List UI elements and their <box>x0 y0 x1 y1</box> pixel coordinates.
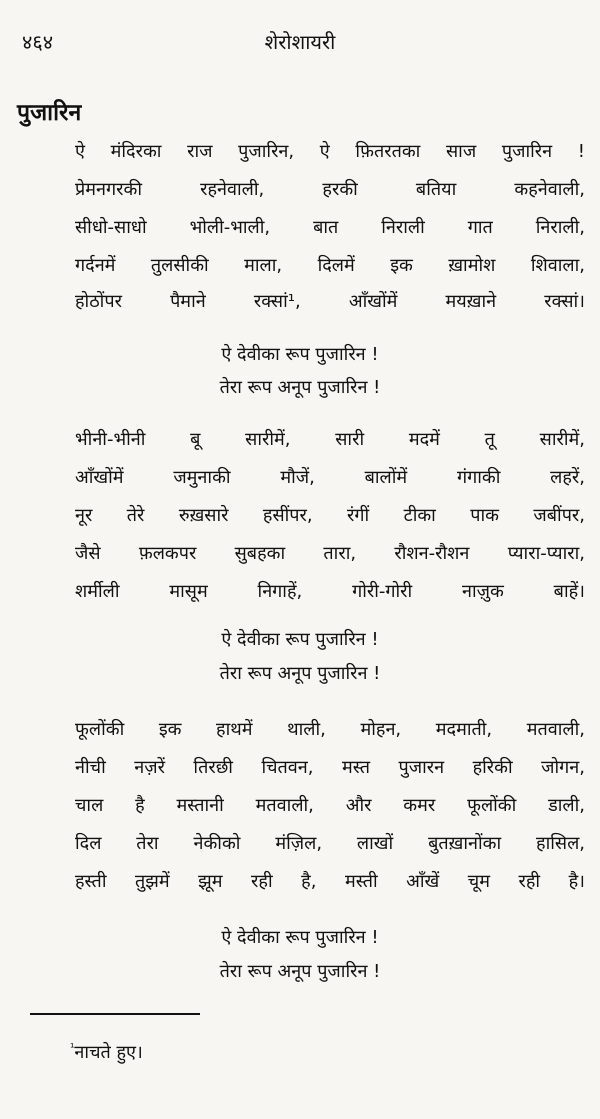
poem-line: शर्मीली मासूम निगाहें, गोरी-गोरी नाज़ुक बाहें। <box>75 581 585 602</box>
footnote <box>70 1040 143 1064</box>
poem-line: ऐ मंदिरका राज पुजारिन, ऐ फ़ितरतका साज पुजारिन ! <box>75 141 585 162</box>
refrain-line: ऐ देवीका रूप पुजारिन ! <box>221 344 379 365</box>
poem-line: आँखोंमें जमुनाकी मौजें, बालोंमें गंगाकी लहरें, <box>75 467 585 488</box>
poem-line: जैसे फ़लकपर सुबहका तारा, रौशन-रौशन प्यारा-प्यारा, <box>75 543 585 564</box>
page-header <box>0 28 600 58</box>
poem-line: नीची नज़रें तिरछी चितवन, मस्त पुजारन हरिकी जोगन, <box>75 757 585 778</box>
poem-line: भीनी-भीनी बू सारीमें, सारी मदमें तू सारीमें, <box>75 429 585 450</box>
refrain-line: तेरा रूप अनूप पुजारिन ! <box>219 377 381 398</box>
poem-line: दिल तेरा नेकीको मंज़िल, लाखों बुतख़ानोंका हासिल, <box>75 833 585 854</box>
poem-line: फूलोंकी इक हाथमें थाली, मोहन, मदमाती, मतवाली, <box>75 719 585 740</box>
footnote-divider <box>30 1013 200 1015</box>
refrain-line: ऐ देवीका रूप पुजारिन ! <box>221 629 379 650</box>
refrain-line: ऐ देवीका रूप पुजारिन ! <box>221 927 379 948</box>
poem-line: नूर तेरे रुख़सारे हसींपर, रंगीं टीका पाक जबींपर, <box>75 505 585 526</box>
poem-line: हस्ती तुझमें झूम रही है, मस्ती आँखें चूम रही है। <box>75 871 585 892</box>
footnote-marker: ¹ <box>70 1041 75 1054</box>
poem-line <box>75 290 585 314</box>
poem-title: पुजारिन <box>17 100 82 126</box>
footnote-text: नाचते हुए। <box>74 1042 143 1063</box>
running-title: शेरोशायरी <box>264 30 336 54</box>
line-text: होठोंपर पैमाने रक्सां¹, आँखोंमें मयख़ाने रक्सां। <box>75 291 585 312</box>
refrain-line: तेरा रूप अनूप पुजारिन ! <box>219 663 381 684</box>
poem-line: गर्दनमें तुलसीकी माला, दिलमें इक ख़ामोश शिवाला, <box>75 255 585 276</box>
poem-line: चाल है मस्तानी मतवाली, और कमर फूलोंकी डाली, <box>75 795 585 816</box>
page-number: ४६४ <box>22 30 54 54</box>
poem-line: प्रेमनगरकी रहनेवाली, हरकी बतिया कहनेवाली, <box>75 179 585 200</box>
refrain-line: तेरा रूप अनूप पुजारिन ! <box>219 961 381 982</box>
poem-line: सीधो-साधो भोली-भाली, बात निराली गात निराली, <box>75 217 585 238</box>
